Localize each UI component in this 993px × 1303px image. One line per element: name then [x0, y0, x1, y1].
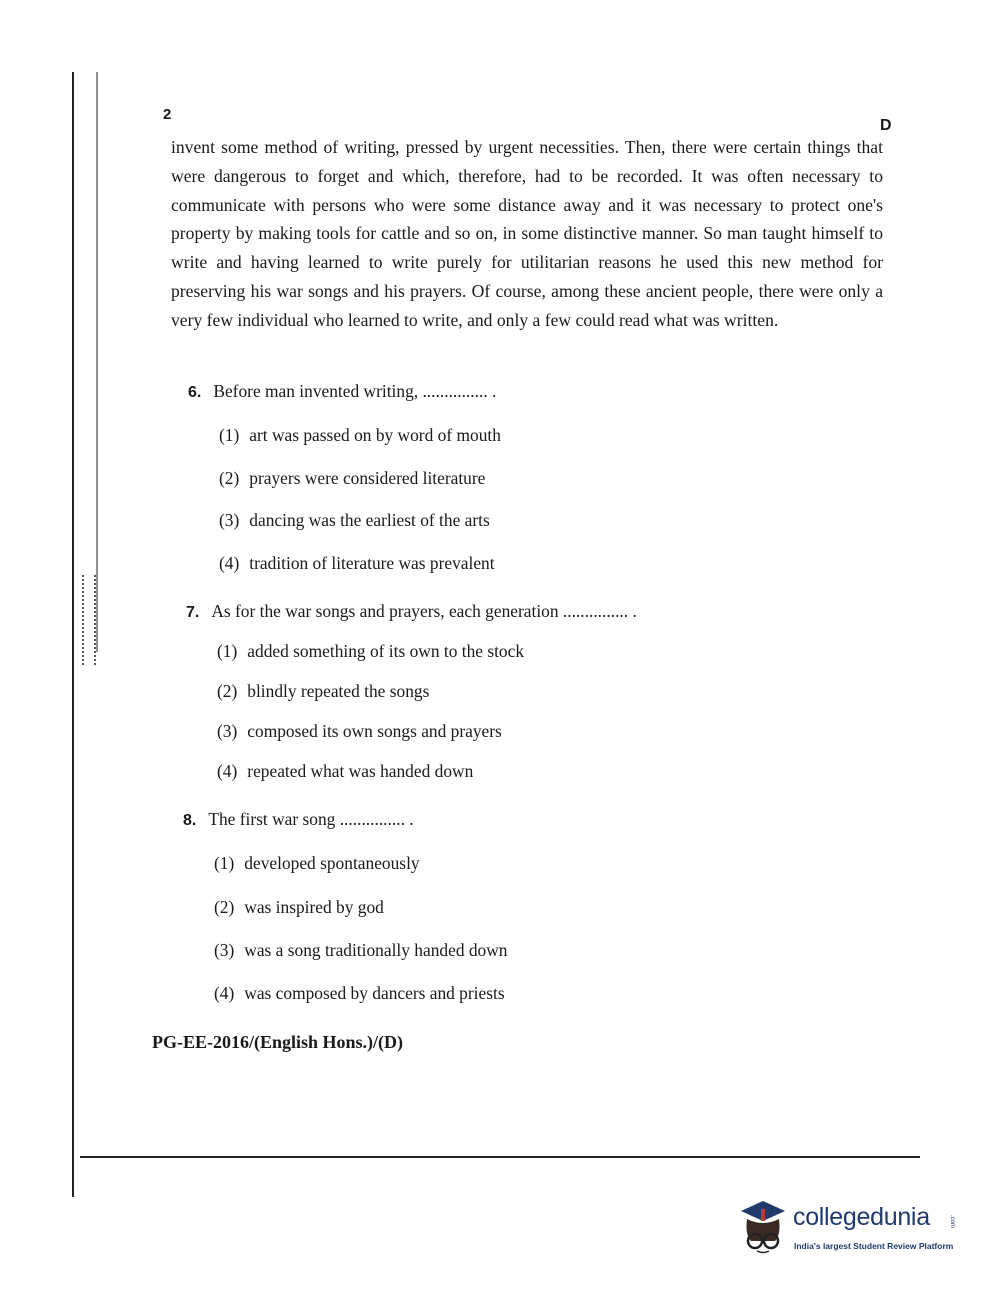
question-7	[186, 601, 637, 622]
option-7-2: (2) blindly repeated the songs	[217, 681, 430, 701]
question-8	[183, 809, 414, 830]
option-7-4: (4) repeated what was handed down	[217, 761, 474, 781]
option-7-1: (1) added something of its own to the stock	[217, 641, 525, 661]
mascot-icon	[737, 1197, 789, 1255]
page-number: 2	[163, 106, 172, 123]
question-6	[188, 381, 496, 402]
question-text: As for the war songs and prayers, each generation ............... .	[211, 601, 637, 621]
brand-name: collegedunia	[793, 1203, 930, 1231]
collegedunia-logo	[737, 1197, 962, 1259]
paper-code: PG-EE-2016/(English Hons.)/(D)	[152, 1032, 404, 1052]
option-8-1: (1) developed spontaneously	[214, 853, 420, 873]
question-number: 6.	[188, 384, 202, 401]
brand-tagline: India's largest Student Review Platform	[794, 1241, 954, 1251]
margin-perforation	[82, 575, 96, 665]
question-number: 7.	[186, 604, 200, 621]
option-6-2: (2) prayers were considered literature	[219, 468, 486, 488]
option-8-3: (3) was a song traditionally handed down	[214, 940, 508, 960]
option-8-4: (4) was composed by dancers and priests	[214, 983, 505, 1003]
option-6-4: (4) tradition of literature was prevalent	[219, 553, 495, 573]
question-text: Before man invented writing, ............... .	[213, 381, 497, 401]
option-8-2: (2) was inspired by god	[214, 897, 384, 917]
option-6-1: (1) art was passed on by word of mouth	[219, 425, 501, 445]
reading-passage: invent some method of writing, pressed by urgent necessities. Then, there were certain things that were dangerous to forget and which, therefore, had to be recorded. It was often necessary to communicate with persons who were some distance away and it was necessary to protect one's property by making tools for cattle and so on, in some distinctive manner. So man taught himself to write and having learned to write purely for utilitarian reasons he used this new method for preserving his war songs and his prayers. Of course, among these ancient people, there were only a very few individual who learned to write, and only a few could read what was written.	[171, 137, 883, 330]
option-6-3: (3) dancing was the earliest of the arts	[219, 510, 490, 530]
set-code: D	[880, 117, 892, 134]
scan-border-bottom	[80, 1156, 920, 1158]
brand-suffix: .com	[949, 1215, 955, 1229]
question-text: The first war song ............... .	[208, 809, 414, 829]
scan-border-left	[72, 72, 74, 1197]
scan-border-inner	[96, 72, 98, 652]
question-number: 8.	[183, 812, 197, 829]
option-7-3: (3) composed its own songs and prayers	[217, 721, 502, 741]
